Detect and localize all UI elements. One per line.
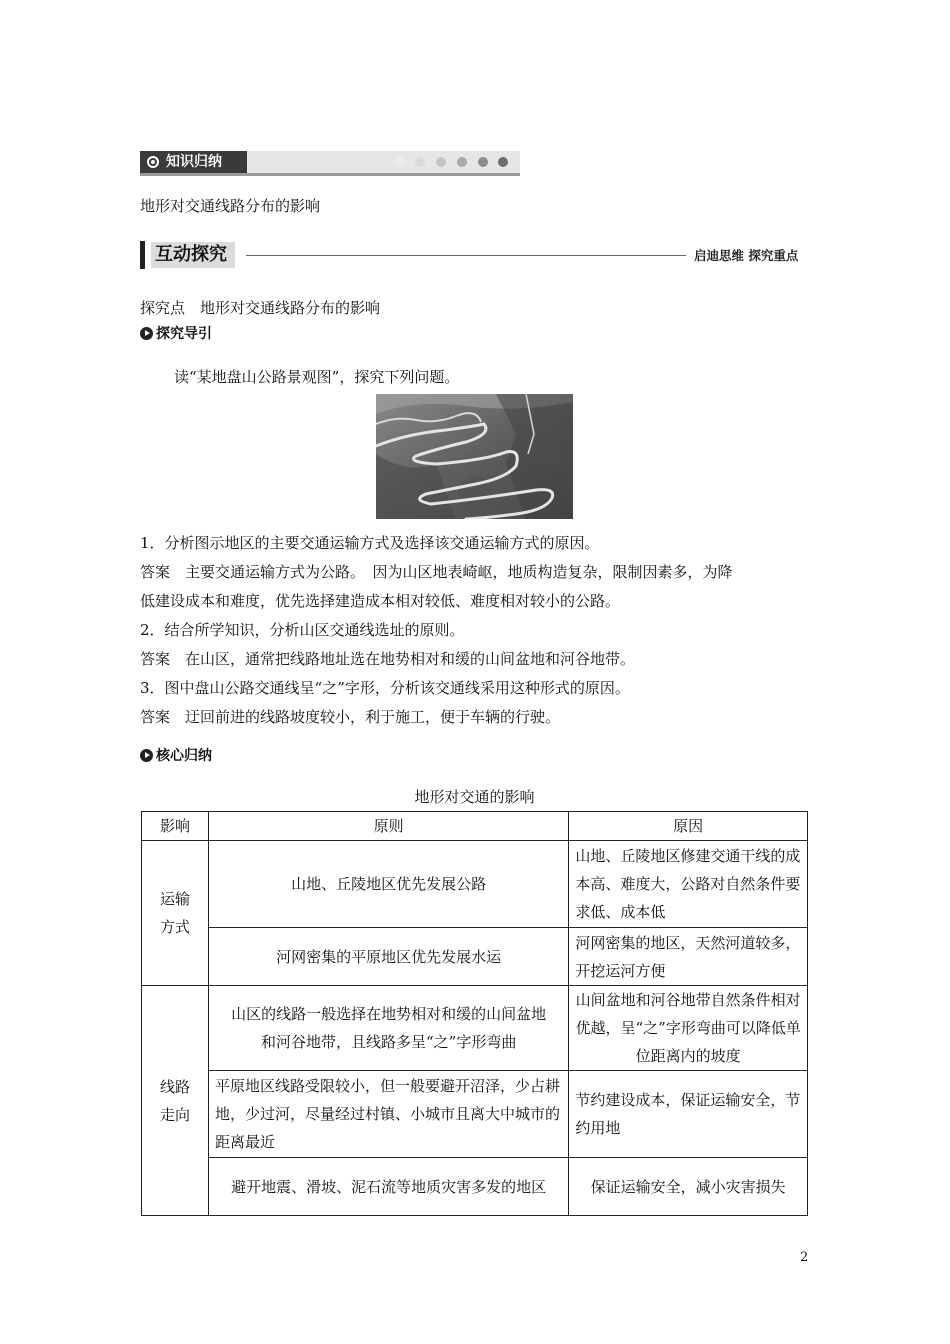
play-circle-icon: [140, 749, 153, 762]
page-number: 2: [800, 1250, 809, 1265]
knowledge-tag-label: 知识归纳: [166, 154, 222, 170]
group-cell: [142, 986, 209, 1216]
answer-1-line-1: 答案 主要交通运输方式为公路。 因为山区地表崎岖，地质构造复杂，限制因素多，为降: [140, 563, 733, 581]
intro-text: 读“某地盘山公路景观图”，探究下列问题。: [174, 368, 460, 386]
table-row: [142, 841, 808, 928]
reason-cell: 节约建设成本，保证运输安全，节约用地: [569, 1071, 808, 1158]
table-row: [142, 928, 808, 986]
principle-cell: 山区的线路一般选择在地势相对和缓的山间盆地和河谷地带，且线路多呈“之”字形弯曲: [208, 986, 568, 1071]
section-title: 互动探究: [151, 242, 235, 268]
reason-cell: 山间盆地和河谷地带自然条件相对优越，呈“之”字形弯曲可以降低单位距离内的坡度: [569, 986, 808, 1071]
section-marker: [140, 241, 145, 269]
reason-cell: 河网密集的地区，天然河道较多，开挖运河方便: [569, 928, 808, 986]
principle-cell: 避开地震、滑坡、泥石流等地质灾害多发的地区: [208, 1158, 568, 1216]
question-1: 1．分析图示地区的主要交通运输方式及选择该交通运输方式的原因。: [140, 534, 600, 552]
table-row: [142, 1071, 808, 1158]
group-label: 运输方式: [159, 890, 190, 936]
core-heading-label: 核心归纳: [156, 748, 212, 764]
mountain-road-photo: [376, 394, 573, 519]
principle-cell: 平原地区线路受限较小，但一般要避开沼泽，少占耕地，少过河，尽量经过村镇、小城市且离大中城市的距离最近: [208, 1071, 568, 1158]
mountain-road-illustration: [376, 394, 573, 519]
question-2: 2．结合所学知识，分析山区交通线选址的原则。: [140, 621, 465, 639]
knowledge-banner: [140, 151, 520, 176]
decor-dot-icon: [395, 157, 405, 167]
play-circle-icon: [140, 327, 153, 340]
table-row: [142, 986, 808, 1071]
principle-cell: 河网密集的平原地区优先发展水运: [208, 928, 568, 986]
decor-dot-icon: [415, 157, 425, 167]
reason-cell: 保证运输安全，减小灾害损失: [569, 1158, 808, 1216]
decor-dot-icon: [436, 157, 446, 167]
table-row: [142, 1158, 808, 1216]
decor-dot-icon: [478, 157, 488, 167]
core-heading: [140, 745, 212, 765]
header-cell: 原因: [569, 812, 808, 841]
knowledge-text: 地形对交通线路分布的影响: [140, 197, 321, 215]
group-label: 线路走向: [159, 1077, 190, 1124]
explore-point: 探究点 地形对交通线路分布的影响: [140, 299, 381, 317]
decor-dot-icon: [457, 157, 467, 167]
header-cell: 影响: [142, 812, 209, 841]
answer-1-line-2: 低建设成本和难度，优先选择建造成本相对较低、难度相对较小的公路。: [140, 592, 621, 610]
decor-dot-icon: [498, 157, 508, 167]
terrain-traffic-table: [141, 811, 808, 1216]
group-cell: [142, 841, 209, 986]
section-divider: [246, 255, 686, 256]
reason-cell: 山地、丘陵地区修建交通干线的成本高、难度大，公路对自然条件要求低、成本低: [569, 841, 808, 928]
answer-3: 答案 迂回前进的线路坡度较小，利于施工，便于车辆的行驶。: [140, 708, 561, 726]
question-3: 3．图中盘山公路交通线呈“之”字形，分析该交通线采用这种形式的原因。: [140, 679, 630, 697]
principle-cell: 山地、丘陵地区优先发展公路: [208, 841, 568, 928]
header-cell: 原则: [208, 812, 568, 841]
target-icon: [147, 156, 159, 168]
section-subtitle: 启迪思维 探究重点: [694, 248, 799, 263]
answer-2: 答案 在山区，通常把线路地址选在地势相对和缓的山间盆地和河谷地带。: [140, 650, 636, 668]
table-caption: 地形对交通的影响: [414, 788, 535, 806]
guide-heading: [140, 323, 212, 343]
knowledge-tag: [140, 151, 247, 173]
guide-heading-label: 探究导引: [156, 326, 212, 342]
table-header-row: [142, 812, 808, 841]
